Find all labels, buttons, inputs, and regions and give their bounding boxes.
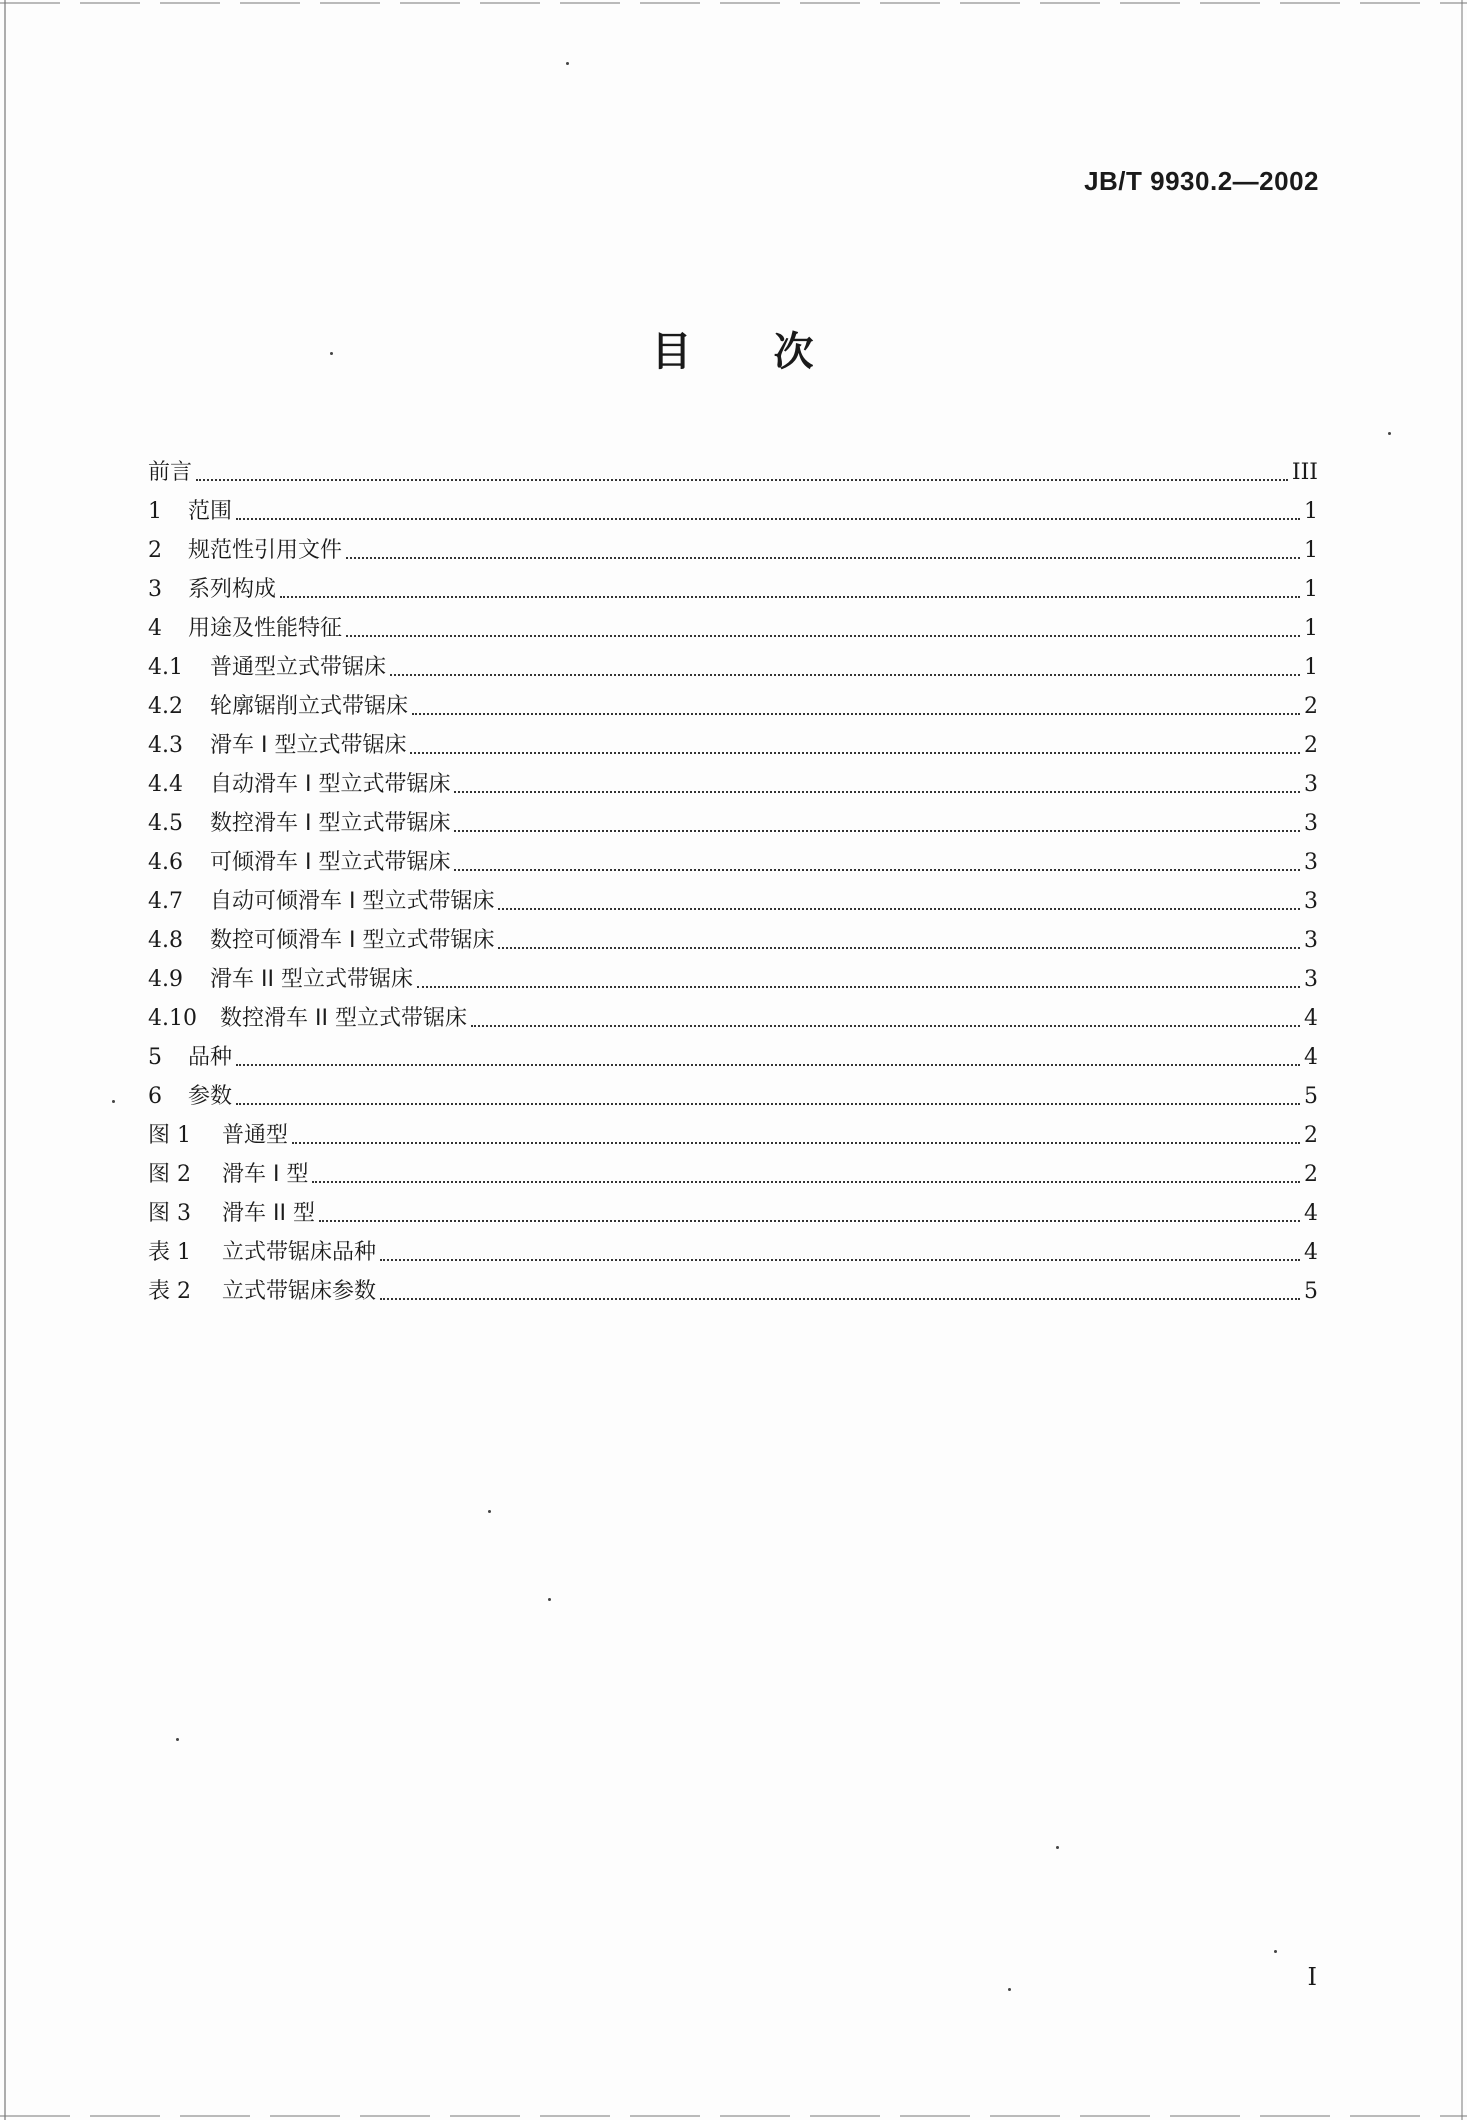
toc-entry[interactable]: [148, 1112, 1318, 1151]
scan-border-left: [4, 0, 6, 2120]
toc-entry-number: 图 2: [148, 1162, 191, 1187]
toc-entry-page: 4: [1304, 1006, 1318, 1031]
scan-border-bottom: [0, 2115, 1467, 2117]
toc-entry-title: 前言: [148, 460, 193, 485]
toc-entry-number: 4.7: [148, 889, 183, 914]
toc-entry-title: 立式带锯床品种: [222, 1240, 377, 1265]
toc-entry-title: 系列构成: [188, 577, 277, 602]
toc-entry-page: 3: [1304, 772, 1318, 797]
toc-entry-title: 用途及性能特征: [188, 616, 343, 641]
toc-entry-number: 4.1: [148, 655, 183, 680]
toc-entry-title: 立式带锯床参数: [222, 1279, 377, 1304]
toc-entry-page: 2: [1304, 1162, 1318, 1187]
toc-entry-title: 普通型立式带锯床: [210, 655, 387, 680]
toc-entry[interactable]: [148, 1268, 1318, 1307]
toc-entry-page: 2: [1304, 733, 1318, 758]
toc-entry-page: 5: [1304, 1084, 1318, 1109]
toc-dot-leader: [454, 829, 1300, 832]
toc-entry-title: 自动滑车 I 型立式带锯床: [210, 772, 451, 797]
toc-entry[interactable]: [148, 1190, 1318, 1229]
toc-dot-leader: [454, 868, 1300, 871]
toc-entry-page: 3: [1304, 811, 1318, 836]
scan-speck: [1008, 1988, 1011, 1991]
toc-entry[interactable]: [148, 488, 1318, 527]
toc-entry[interactable]: [148, 1229, 1318, 1268]
toc-entry-title: 滑车 II 型: [222, 1201, 315, 1226]
toc-entry[interactable]: [148, 527, 1318, 566]
toc-entry-page: 3: [1304, 967, 1318, 992]
toc-entry-number: 6: [148, 1084, 162, 1109]
toc-entry-number: 3: [148, 577, 162, 602]
toc-dot-leader: [380, 1258, 1300, 1261]
toc-dot-leader: [346, 556, 1300, 559]
toc-entry-number: 图 3: [148, 1201, 191, 1226]
toc-entry-page: 1: [1304, 577, 1318, 602]
toc-entry-page: 3: [1304, 889, 1318, 914]
toc-entry[interactable]: [148, 1034, 1318, 1073]
scan-speck: [112, 1100, 115, 1103]
toc-entry-number: 4.8: [148, 928, 183, 953]
toc-entry-page: 5: [1304, 1279, 1318, 1304]
toc-entry[interactable]: [148, 449, 1318, 488]
scan-speck: [1274, 1950, 1277, 1953]
toc-entry-number: 图 1: [148, 1123, 191, 1148]
toc-entry-page: 2: [1304, 694, 1318, 719]
toc-entry-number: 4.10: [148, 1006, 197, 1031]
toc-entry[interactable]: [148, 761, 1318, 800]
page-number: I: [1307, 1963, 1317, 1991]
toc-entry[interactable]: [148, 1151, 1318, 1190]
toc-dot-leader: [498, 946, 1300, 949]
toc-dot-leader: [312, 1180, 1300, 1183]
toc-dot-leader: [236, 517, 1300, 520]
toc-entry[interactable]: [148, 956, 1318, 995]
toc-entry-title: 滑车 I 型: [222, 1162, 309, 1187]
scan-border-top: [0, 2, 1467, 4]
toc-entry-title: 轮廓锯削立式带锯床: [210, 694, 409, 719]
toc-entry-page: 1: [1304, 655, 1318, 680]
scan-speck: [330, 352, 333, 355]
toc-entry-number: 4.9: [148, 967, 183, 992]
toc-dot-leader: [417, 985, 1300, 988]
toc-entry[interactable]: [148, 839, 1318, 878]
toc-dot-leader: [471, 1024, 1300, 1027]
toc-entry-number: 表 1: [148, 1240, 191, 1265]
toc-title-part2: 次: [773, 329, 816, 375]
toc-list: [148, 449, 1318, 1307]
toc-dot-leader: [346, 634, 1300, 637]
toc-entry-number: 表 2: [148, 1279, 191, 1304]
toc-entry-title: 数控可倾滑车 I 型立式带锯床: [210, 928, 495, 953]
toc-entry[interactable]: [148, 917, 1318, 956]
toc-entry-page: 4: [1304, 1240, 1318, 1265]
scan-speck: [1388, 432, 1391, 435]
toc-entry-number: 1: [148, 499, 162, 524]
toc-entry-number: 5: [148, 1045, 162, 1070]
toc-entry[interactable]: [148, 644, 1318, 683]
toc-dot-leader: [236, 1102, 1300, 1105]
toc-entry-page: 4: [1304, 1045, 1318, 1070]
toc-dot-leader: [236, 1063, 1300, 1066]
toc-entry-title: 参数: [188, 1084, 233, 1109]
toc-entry-page: 1: [1304, 499, 1318, 524]
toc-entry-title: 自动可倾滑车 I 型立式带锯床: [210, 889, 495, 914]
scan-speck: [548, 1598, 551, 1601]
toc-entry-number: 2: [148, 538, 162, 563]
toc-dot-leader: [292, 1141, 1300, 1144]
scan-speck: [566, 62, 569, 65]
toc-entry-number: 4.2: [148, 694, 183, 719]
toc-dot-leader: [390, 673, 1300, 676]
toc-dot-leader: [280, 595, 1300, 598]
toc-entry-page: 1: [1304, 616, 1318, 641]
toc-entry[interactable]: [148, 1073, 1318, 1112]
toc-entry[interactable]: [148, 605, 1318, 644]
toc-entry-title: 滑车 II 型立式带锯床: [210, 967, 413, 992]
toc-entry[interactable]: [148, 995, 1318, 1034]
toc-entry[interactable]: [148, 566, 1318, 605]
toc-entry-page: 1: [1304, 538, 1318, 563]
toc-entry[interactable]: [148, 878, 1318, 917]
toc-dot-leader: [196, 478, 1288, 481]
toc-entry-number: 4.5: [148, 811, 183, 836]
toc-title: [0, 320, 1467, 377]
toc-entry-title: 数控滑车 II 型立式带锯床: [220, 1006, 467, 1031]
standard-number: JB/T 9930.2—2002: [1084, 166, 1319, 196]
toc-entry-title: 品种: [188, 1045, 233, 1070]
toc-entry-title: 可倾滑车 I 型立式带锯床: [210, 850, 451, 875]
toc-entry-page: 3: [1304, 928, 1318, 953]
toc-dot-leader: [454, 790, 1300, 793]
toc-dot-leader: [319, 1219, 1300, 1222]
toc-dot-leader: [412, 712, 1300, 715]
scan-speck: [488, 1510, 491, 1513]
toc-dot-leader: [498, 907, 1300, 910]
toc-dot-leader: [410, 751, 1300, 754]
toc-entry[interactable]: [148, 722, 1318, 761]
scan-border-right: [1461, 0, 1463, 2120]
toc-entry-title: 滑车 I 型立式带锯床: [210, 733, 407, 758]
toc-entry-number: 4.3: [148, 733, 183, 758]
toc-entry-page: 3: [1304, 850, 1318, 875]
toc-entry-title: 范围: [188, 499, 233, 524]
toc-entry-page: 4: [1304, 1201, 1318, 1226]
toc-dot-leader: [380, 1297, 1300, 1300]
toc-entry[interactable]: [148, 683, 1318, 722]
toc-entry-page: 2: [1304, 1123, 1318, 1148]
toc-entry-title: 普通型: [222, 1123, 289, 1148]
toc-entry-title: 规范性引用文件: [188, 538, 343, 563]
toc-entry-page: III: [1291, 460, 1318, 485]
scan-speck: [1056, 1846, 1059, 1849]
toc-entry[interactable]: [148, 800, 1318, 839]
toc-title-part1: 目: [651, 329, 694, 375]
scan-speck: [176, 1738, 179, 1741]
toc-entry-number: 4.6: [148, 850, 183, 875]
toc-entry-number: 4.4: [148, 772, 183, 797]
toc-entry-title: 数控滑车 I 型立式带锯床: [210, 811, 451, 836]
toc-entry-number: 4: [148, 616, 162, 641]
